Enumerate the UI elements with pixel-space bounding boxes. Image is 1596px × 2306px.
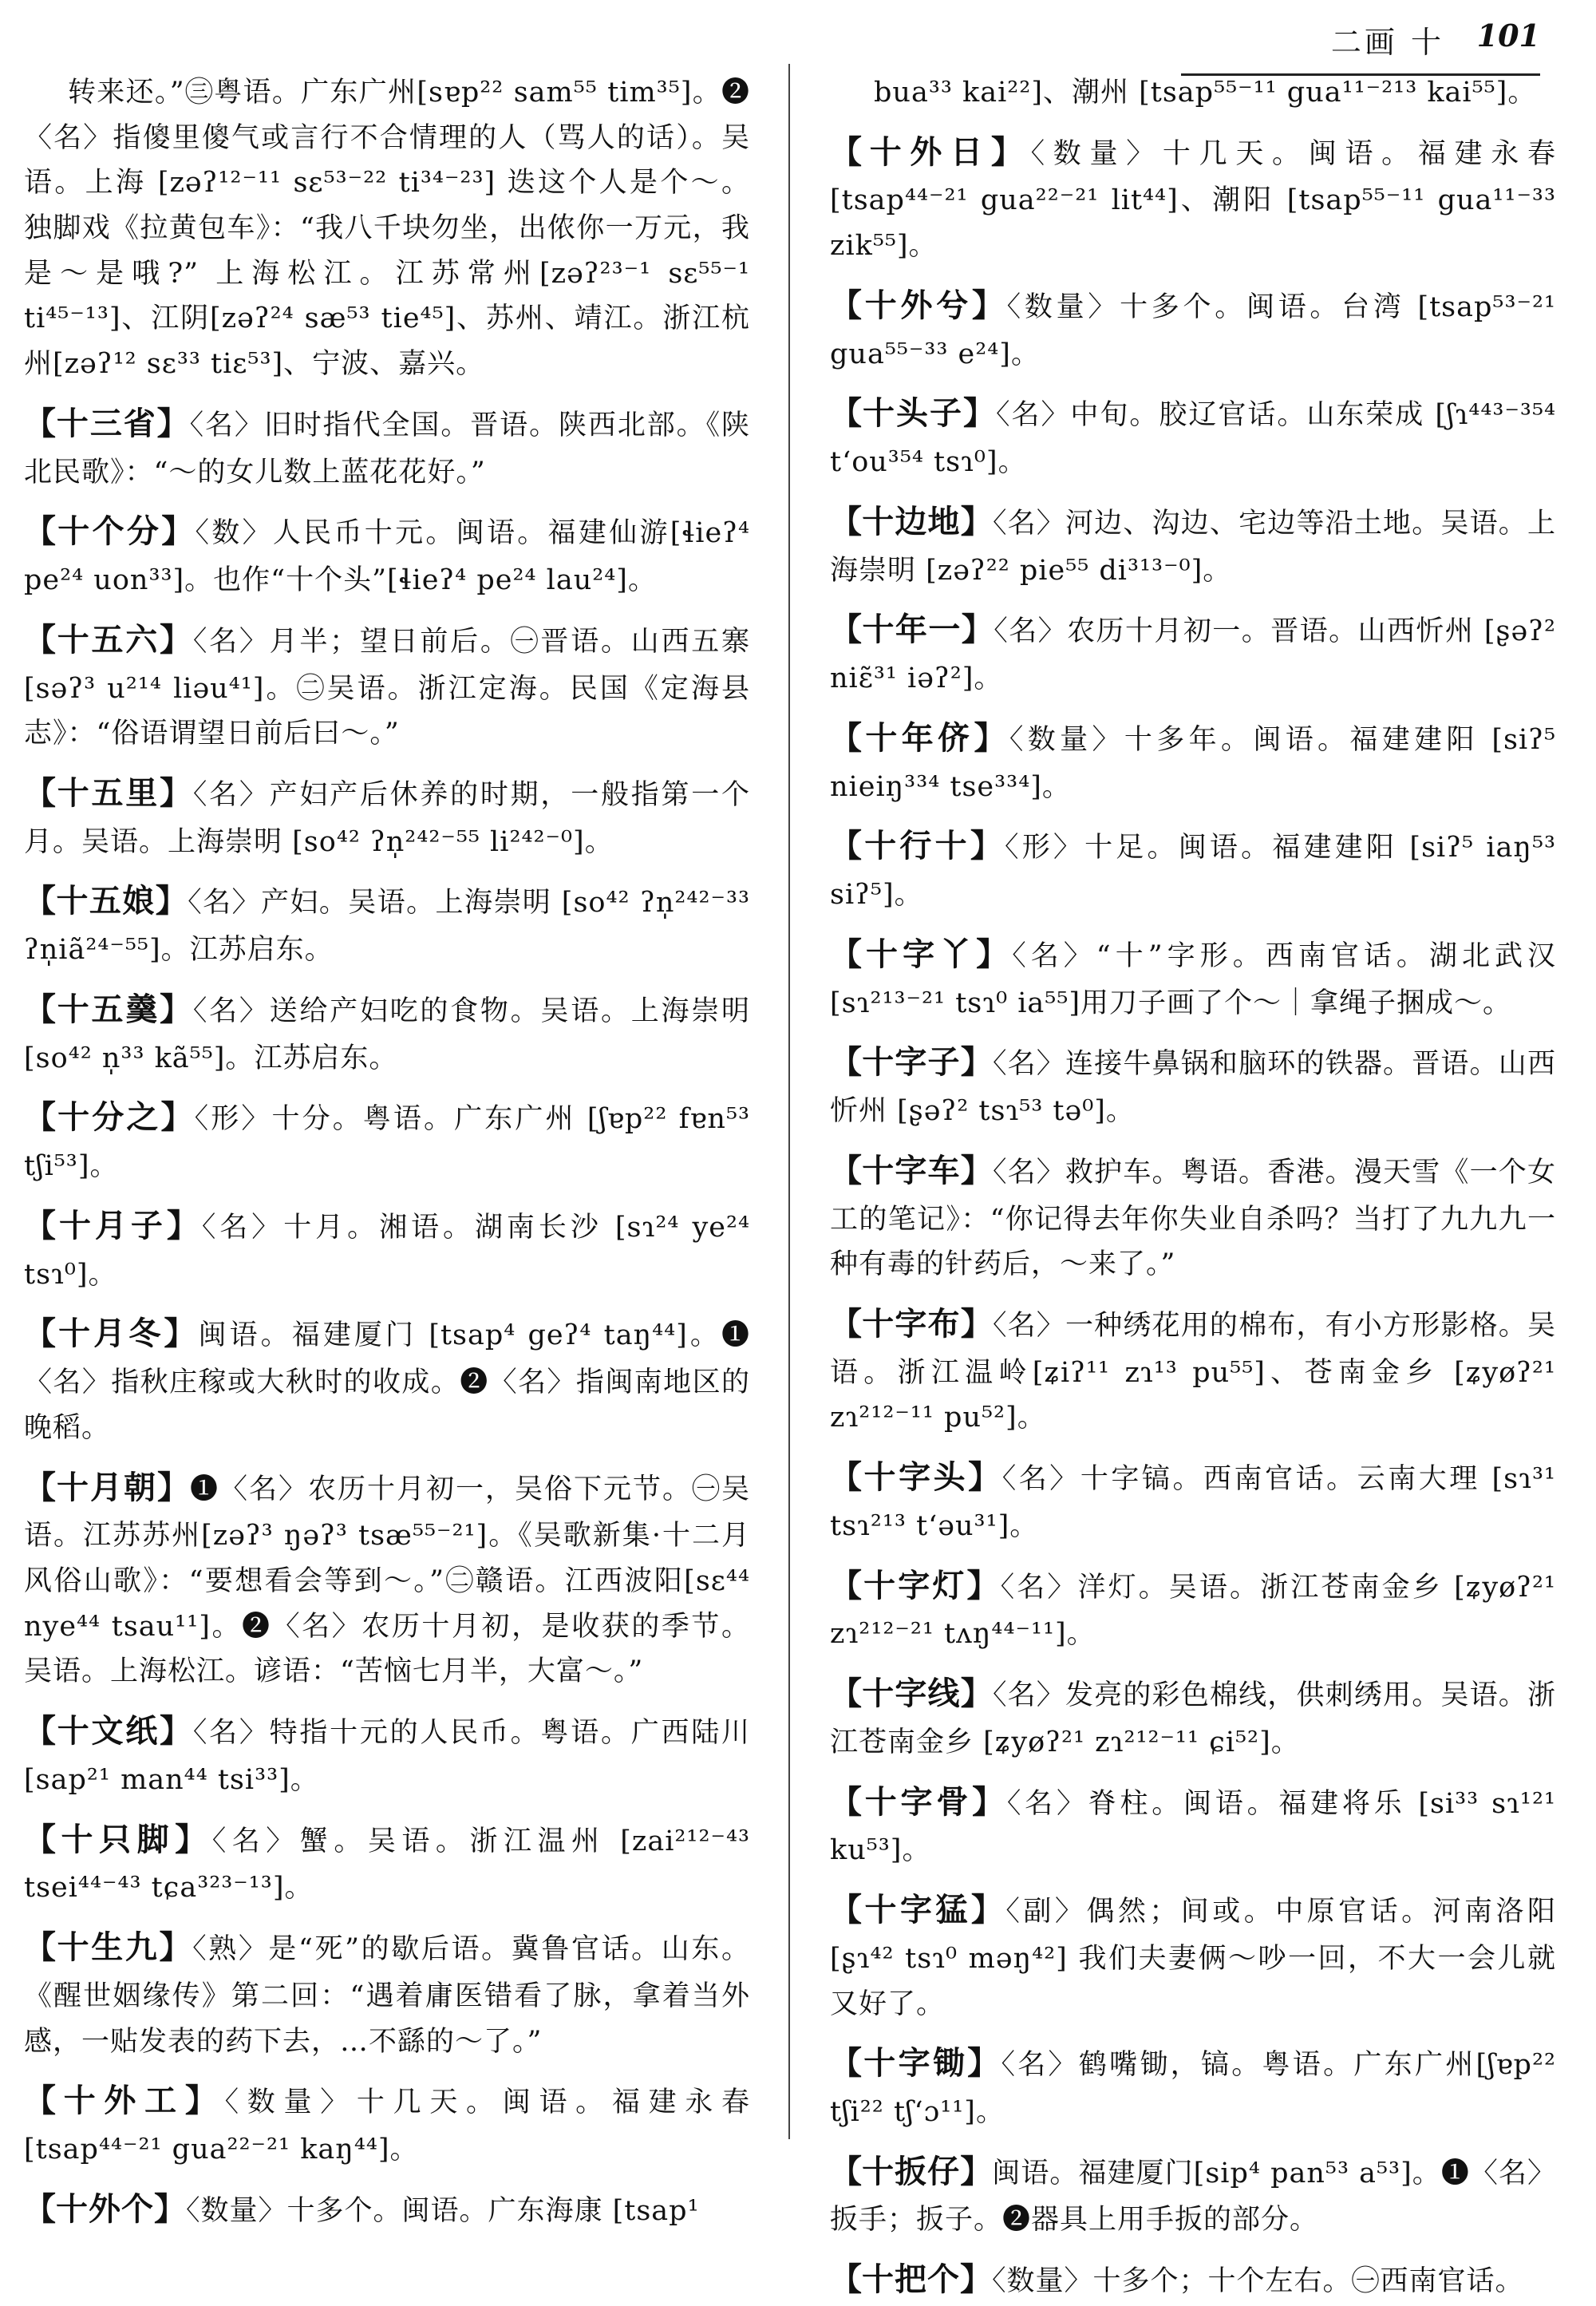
entry-definition: 〈名〉洋灯。吴语。浙江苍南金乡 [ʑyøʔ²¹ zɿ²¹²⁻²¹ tʌŋ⁴⁴⁻¹¹]。 [830, 1571, 1557, 1651]
entry-definition: 〈名〉农历十月初一。晋语。山西忻州 [ʂəʔ² niɛ̃³¹ iəʔ²]。 [830, 615, 1557, 695]
entry-definition: 〈名〉月半；望日前后。㊀晋语。山西五寨[səʔ³ u²¹⁴ liəu⁴¹]。㊁吴语。浙江定海。民国《定海县志》：“俗语谓望日前后曰～。” [24, 625, 750, 750]
dictionary-entry: 【十年一】〈名〉农历十月初一。晋语。山西忻州 [ʂəʔ² niɛ̃³¹ iəʔ²]。 [830, 611, 1557, 695]
entry-headword: 十五六 [57, 620, 160, 659]
entry-headword: 十年一 [862, 611, 962, 649]
entry-definition: 〈熟〉是“死”的歇后语。冀鲁官话。山东。《醒世姻缘传》第二回：“遇着庸医错看了脉，拿着当外感，一贴发表的药下去，…不繇的～了。” [24, 1933, 751, 2058]
entry-headword: 十字骨 [864, 1782, 973, 1821]
dictionary-entry: 【十行十】〈形〉十足。闽语。福建建阳 [siʔ⁵ iaŋ⁵³ siʔ⁵]。 [830, 827, 1557, 912]
entry-headword: 十外兮 [864, 286, 972, 324]
dictionary-entry: 【十五羹】〈名〉送给产妇吃的食物。吴语。上海崇明 [so⁴² n̩³³ kã⁵⁵]。江苏启东。 [24, 990, 750, 1074]
entry-headword: 十字布 [862, 1304, 961, 1343]
entry-definition: 〈名〉连接牛鼻锅和脑环的铁器。晋语。山西忻州 [ʂəʔ² tsɿ⁵³ tə⁰]。 [830, 1048, 1556, 1128]
entry-definition: 〈名〉特指十元的人民币。粤语。广西陆川 [sap²¹ man⁴⁴ tsi³³]。 [24, 1717, 750, 1796]
page-number: 101 [1476, 18, 1540, 53]
dictionary-entry: 【十头子】〈名〉中旬。胶辽官话。山东荣成 [ʃɿ⁴⁴³⁻³⁵⁴ tʻou³⁵⁴ tsɿ⁰]。 [830, 394, 1557, 479]
entry-headword: 十把个 [862, 2261, 960, 2299]
entry-headword: 十扳仔 [862, 2152, 961, 2190]
dictionary-entry: 【十三省】〈名〉旧时指代全国。晋语。陕西北部。《陕北民歌》：“～的女儿数上蓝花花好。” [24, 404, 750, 488]
dictionary-entry: 【十字丫】〈名〉“十”字形。西南官话。湖北武汉 [sɿ²¹³⁻²¹ tsɿ⁰ ia⁵⁵]用刀子画了个～｜拿绳子捆成～。 [830, 935, 1557, 1019]
entry-definition: 〈名〉产妇产后休养的时期，一般指第一个月。吴语。上海崇明 [so⁴² ʔn̩²⁴²⁻⁵⁵ li²⁴²⁻⁰]。 [24, 778, 750, 858]
entry-headword: 十只脚 [61, 1820, 176, 1858]
dictionary-entry: 【十个分】〈数〉人民币十元。闽语。福建仙游[ɬieʔ⁴ pe²⁴ uon³³]。也作“十个头”[ɬieʔ⁴ pe²⁴ lau²⁴]。 [24, 512, 750, 597]
dictionary-entry [830, 70, 1556, 116]
entry-definition: 〈名〉十字镐。西南官话。云南大理 [sɿ³¹ tsɿ²¹³ tʻəu³¹]。 [830, 1463, 1557, 1542]
dictionary-entry: 【十边地】〈名〉河边、沟边、宅边等沿土地。吴语。上海崇明 [zəʔ²² pie⁵⁵ di³¹³⁻⁰]。 [830, 502, 1556, 587]
dictionary-entry: 【十文纸】〈名〉特指十元的人民币。粤语。广西陆川 [sap²¹ man⁴⁴ tsi³³]。 [24, 1712, 750, 1796]
dictionary-entry: 【十五里】〈名〉产妇产后休养的时期，一般指第一个月。吴语。上海崇明 [so⁴² ʔn̩²⁴²⁻⁵⁵ li²⁴²⁻⁰]。 [24, 773, 750, 858]
entry-headword: 十字头 [863, 1458, 969, 1497]
entry-definition: ❶〈名〉农历十月初一，吴俗下元节。㊀吴语。江苏苏州[zəʔ³ ŋəʔ³ tsæ⁵⁵⁻²¹]。《吴歌新集·十二月风俗山歌》：“要想看会等到～。”㊁赣语。江西波阳[sɛ⁴⁴ nye⁴⁴ tsau¹¹]。❷〈名〉农历十月初，是收获的季节。吴语。上海松江。谚语：“苦恼七月半，大富～。” [24, 1473, 750, 1688]
entry-definition: 〈数量〉十几天。闽语。福建永春 [tsap⁴⁴⁻²¹ gua²²⁻²¹ lit⁴⁴]、潮阳 [tsap⁵⁵⁻¹¹ gua¹¹⁻³³ zik⁵⁵]。 [830, 137, 1557, 263]
entry-headword: 十边地 [862, 502, 961, 540]
entry-headword: 十月朝 [57, 1468, 157, 1506]
dictionary-entry: 【十字骨】〈名〉脊柱。闽语。福建将乐 [si³³ sɿ¹²¹ ku⁵³]。 [830, 1782, 1557, 1867]
dictionary-entry: 【十字头】〈名〉十字镐。西南官话。云南大理 [sɿ³¹ tsɿ²¹³ tʻəu³¹]。 [830, 1458, 1557, 1542]
entry-definition: 〈名〉救护车。粤语。香港。漫天雪《一个女工的笔记》：“你记得去年你失业自杀吗？当打了九九九一种有毒的针药后，～来了。” [830, 1156, 1556, 1281]
dictionary-entry: 【十年侪】〈数量〉十多年。闽语。福建建阳 [siʔ⁵ nieiŋ³³⁴ tse³³⁴]。 [830, 718, 1557, 803]
dictionary-entry: 【十生九】〈熟〉是“死”的歇后语。冀鲁官话。山东。《醒世姻缘传》第二回：“遇着庸医错看了脉，拿着当外感，一贴发表的药下去，…不繇的～了。” [24, 1928, 751, 2058]
dictionary-entry: 【十字猛】〈副〉偶然；间或。中原官话。河南洛阳 [ʂɿ⁴² tsɿ⁰ məŋ⁴²] 我们夫妻俩～吵一回，不大一会儿就又好了。 [830, 1891, 1557, 2020]
entry-headword: 十年侪 [865, 718, 974, 757]
entry-headword: 十字猛 [864, 1891, 971, 1929]
entry-headword: 十外日 [869, 133, 991, 171]
dictionary-entry: 【十外个】〈数量〉十多个。闽语。广东海康 [tsap¹ [24, 2189, 700, 2228]
entry-definition: 〈名〉十月。湘语。湖南长沙 [sɿ²⁴ ye²⁴ tsɿ⁰]。 [24, 1211, 751, 1291]
dictionary-entry: 【十只脚】〈名〉蟹。吴语。浙江温州 [zai²¹²⁻⁴³ tsei⁴⁴⁻⁴³ tɕa³²³⁻¹³]。 [24, 1820, 751, 1905]
entry-definition: 〈形〉十足。闽语。福建建阳 [siʔ⁵ iaŋ⁵³ siʔ⁵]。 [830, 832, 1557, 912]
entry-headword: 十文纸 [57, 1712, 160, 1750]
entry-headword: 十字灯 [863, 1566, 967, 1604]
entry-headword: 十五里 [57, 773, 160, 812]
entry-headword: 十外个 [56, 2189, 154, 2228]
dictionary-entry: 【十五六】〈名〉月半；望日前后。㊀晋语。山西五寨[səʔ³ u²¹⁴ liəu⁴¹]。㊁吴语。浙江定海。民国《定海县志》：“俗语谓望日前后曰～。” [24, 620, 750, 750]
entry-definition: 转来还。”㊂粤语。广东广州[sɐp²² sam⁵⁵ tim³⁵]。❷〈名〉指傻里傻气或言行不合情理的人（骂人的话）。吴语。上海 [zəʔ¹²⁻¹¹ sɛ⁵³⁻²² ti³⁴⁻²³] 迭这个人是个～。独脚戏《拉黄包车》：“我八千块勿坐，出侬你一万元，我是～是哦?” 上海松江。江苏常州[zəʔ²³⁻¹ sɛ⁵⁵⁻¹ ti⁴⁵⁻¹³]、江阴[zəʔ²⁴ sæ⁵³ tie⁴⁵]、苏州、靖江。浙江杭州[zəʔ¹² sɛ³³ tiɛ⁵³]、宁波、嘉兴。 [24, 77, 750, 381]
dictionary-entry: 【十外工】〈数量〉十几天。闽语。福建永春 [tsap⁴⁴⁻²¹ gua²²⁻²¹ kaŋ⁴⁴]。 [24, 2082, 751, 2166]
entry-headword: 十字丫 [866, 935, 977, 973]
entry-headword: 十外工 [63, 2082, 185, 2120]
running-head-section: 二画 十 [1330, 25, 1444, 60]
dictionary-entry: 【十外兮】〈数量〉十多个。闽语。台湾 [tsap⁵³⁻²¹ gua⁵⁵⁻³³ e²⁴]。 [830, 286, 1557, 370]
entry-definition: 〈数量〉十多年。闽语。福建建阳 [siʔ⁵ nieiŋ³³⁴ tse³³⁴]。 [830, 723, 1557, 803]
entry-definition: 〈名〉脊柱。闽语。福建将乐 [si³³ sɿ¹²¹ ku⁵³]。 [830, 1787, 1557, 1867]
entry-definition: 〈数量〉十多个。闽语。广东海康 [tsap¹ [186, 2194, 700, 2227]
column-divider [788, 64, 790, 2139]
entry-definition: 〈名〉产妇。吴语。上海崇明 [so⁴² ʔn̩²⁴²⁻³³ ʔn̩iã²⁴⁻⁵⁵]。江苏启东。 [24, 887, 751, 967]
entry-headword: 十行十 [864, 827, 970, 865]
entry-definition: 闽语。福建厦门 [tsap⁴ geʔ⁴ taŋ⁴⁴]。❶〈名〉指秋庄稼或大秋时的收成。❷〈名〉指闽南地区的晚稻。 [24, 1319, 751, 1444]
entry-headword: 十个分 [57, 512, 162, 551]
entry-definition: 〈数量〉十多个。闽语。台湾 [tsap⁵³⁻²¹ gua⁵⁵⁻³³ e²⁴]。 [830, 291, 1557, 370]
left-column [24, 70, 751, 2228]
dictionary-entry: 【十把个】〈数量〉十多个；十个左右。㊀西南官话。 [830, 2261, 1524, 2299]
dictionary-entry [24, 70, 750, 387]
dictionary-entry: 【十分之】〈形〉十分。粤语。广东广州 [ʃɐp²² fɐn⁵³ tʃi⁵³]。 [24, 1098, 751, 1183]
entry-definition: 〈名〉旧时指代全国。晋语。陕西北部。《陕北民歌》：“～的女儿数上蓝花花好。” [24, 409, 750, 488]
entry-definition: 闽语。福建厦门[sip⁴ pan⁵³ a⁵³]。❶〈名〉扳手；扳子。❷器具上用手扳的部分。 [830, 2157, 1557, 2237]
entry-headword: 十头子 [863, 394, 963, 433]
dictionary-entry: 【十字灯】〈名〉洋灯。吴语。浙江苍南金乡 [ʑyøʔ²¹ zɿ²¹²⁻²¹ tʌŋ⁴⁴⁻¹¹]。 [830, 1566, 1557, 1651]
entry-definition: 〈名〉发亮的彩色棉线，供刺绣用。吴语。浙江苍南金乡 [ʑyøʔ²¹ zɿ²¹²⁻¹¹ ɕi⁵²]。 [830, 1679, 1556, 1758]
entry-definition: 〈名〉蟹。吴语。浙江温州 [zai²¹²⁻⁴³ tsei⁴⁴⁻⁴³ tɕa³²³⁻¹³]。 [24, 1825, 751, 1905]
entry-definition: 〈形〉十分。粤语。广东广州 [ʃɐp²² fɐn⁵³ tʃi⁵³]。 [24, 1103, 751, 1183]
entry-definition: 〈名〉中旬。胶辽官话。山东荣成 [ʃɿ⁴⁴³⁻³⁵⁴ tʻou³⁵⁴ tsɿ⁰]。 [830, 399, 1557, 479]
dictionary-entry: 【十外日】〈数量〉十几天。闽语。福建永春 [tsap⁴⁴⁻²¹ gua²²⁻²¹ lit⁴⁴]、潮阳 [tsap⁵⁵⁻¹¹ gua¹¹⁻³³ zik⁵⁵]。 [830, 133, 1557, 263]
entry-definition: bua³³ kai²²]、潮州 [tsap⁵⁵⁻¹¹ gua¹¹⁻²¹³ kai⁵⁵]。 [874, 77, 1537, 109]
right-column [830, 70, 1557, 2299]
dictionary-entry: 【十扳仔】闽语。福建厦门[sip⁴ pan⁵³ a⁵³]。❶〈名〉扳手；扳子。❷器具上用手扳的部分。 [830, 2152, 1557, 2237]
entry-headword: 十字车 [862, 1151, 961, 1189]
entry-definition: 〈名〉鹤嘴锄，镐。粤语。广东广州[ʃɐp²² tʃi²² tʃʻɔ¹¹]。 [830, 2049, 1557, 2128]
entry-headword: 十五娘 [56, 882, 156, 920]
page-header [0, 18, 1596, 65]
dictionary-entry: 【十月子】〈名〉十月。湘语。湖南长沙 [sɿ²⁴ ye²⁴ tsɿ⁰]。 [24, 1206, 751, 1291]
entry-definition: 〈名〉“十”字形。西南官话。湖北武汉 [sɿ²¹³⁻²¹ tsɿ⁰ ia⁵⁵]用刀子画了个～｜拿绳子捆成～。 [830, 939, 1557, 1019]
entry-headword: 十月冬 [58, 1315, 164, 1353]
entry-definition: 〈副〉偶然；间或。中原官话。河南洛阳 [ʂɿ⁴² tsɿ⁰ məŋ⁴²] 我们夫妻俩～吵一回，不大一会儿就又好了。 [830, 1896, 1557, 2020]
entry-headword: 十分之 [57, 1098, 161, 1137]
dictionary-entry: 【十字锄】〈名〉鹤嘴锄，镐。粤语。广东广州[ʃɐp²² tʃi²² tʃʻɔ¹¹]。 [830, 2044, 1557, 2128]
entry-definition: 〈名〉一种绣花用的棉布，有小方形影格。吴语。浙江温岭[ʑiʔ¹¹ zɿ¹³ pu⁵⁵]、苍南金乡 [ʑyøʔ²¹ zɿ²¹²⁻¹¹ pu⁵²]。 [830, 1309, 1556, 1434]
entry-definition: 〈数〉人民币十元。闽语。福建仙游[ɬieʔ⁴ pe²⁴ uon³³]。也作“十个头”[ɬieʔ⁴ pe²⁴ lau²⁴]。 [24, 517, 750, 597]
entry-definition: 〈数量〉十多个；十个左右。㊀西南官话。 [992, 2265, 1524, 2298]
entry-headword: 十月子 [58, 1206, 167, 1244]
entry-headword: 十生九 [57, 1928, 160, 1967]
entry-headword: 十三省 [56, 404, 157, 442]
entry-definition: 〈数量〉十几天。闽语。福建永春 [tsap⁴⁴⁻²¹ gua²²⁻²¹ kaŋ⁴⁴]。 [24, 2086, 751, 2166]
dictionary-entry: 【十五娘】〈名〉产妇。吴语。上海崇明 [so⁴² ʔn̩²⁴²⁻³³ ʔn̩iã²⁴⁻⁵⁵]。江苏启东。 [24, 882, 751, 967]
entry-headword: 十五羹 [57, 990, 160, 1028]
dictionary-entry: 【十字线】〈名〉发亮的彩色棉线，供刺绣用。吴语。浙江苍南金乡 [ʑyøʔ²¹ zɿ²¹²⁻¹¹ ɕi⁵²]。 [830, 1675, 1556, 1758]
entry-headword: 十字线 [862, 1675, 961, 1713]
dictionary-entry: 【十字子】〈名〉连接牛鼻锅和脑环的铁器。晋语。山西忻州 [ʂəʔ² tsɿ⁵³ tə⁰]。 [830, 1043, 1556, 1128]
entry-definition: 〈名〉河边、沟边、宅边等沿土地。吴语。上海崇明 [zəʔ²² pie⁵⁵ di³¹³⁻⁰]。 [830, 507, 1556, 587]
dictionary-entry: 【十月冬】闽语。福建厦门 [tsap⁴ geʔ⁴ taŋ⁴⁴]。❶〈名〉指秋庄稼或大秋时的收成。❷〈名〉指闽南地区的晚稻。 [24, 1315, 751, 1444]
entry-headword: 十字子 [862, 1043, 961, 1082]
entry-headword: 十字锄 [863, 2044, 968, 2083]
dictionary-entry: 【十月朝】❶〈名〉农历十月初一，吴俗下元节。㊀吴语。江苏苏州[zəʔ³ ŋəʔ³ tsæ⁵⁵⁻²¹]。《吴歌新集·十二月风俗山歌》：“要想看会等到～。”㊁赣语。江西波阳[sɛ⁴⁴ nye⁴⁴ tsau¹¹]。❷〈名〉农历十月初，是收获的季节。吴语。上海松江。谚语：“苦恼七月半，大富～。” [24, 1468, 750, 1688]
dictionary-entry: 【十字布】〈名〉一种绣花用的棉布，有小方形影格。吴语。浙江温岭[ʑiʔ¹¹ zɿ¹³ pu⁵⁵]、苍南金乡 [ʑyøʔ²¹ zɿ²¹²⁻¹¹ pu⁵²]。 [830, 1304, 1556, 1434]
dictionary-entry: 【十字车】〈名〉救护车。粤语。香港。漫天雪《一个女工的笔记》：“你记得去年你失业自杀吗？当打了九九九一种有毒的针药后，～来了。” [830, 1151, 1556, 1281]
entry-definition: 〈名〉送给产妇吃的食物。吴语。上海崇明 [so⁴² n̩³³ kã⁵⁵]。江苏启东。 [24, 995, 750, 1074]
